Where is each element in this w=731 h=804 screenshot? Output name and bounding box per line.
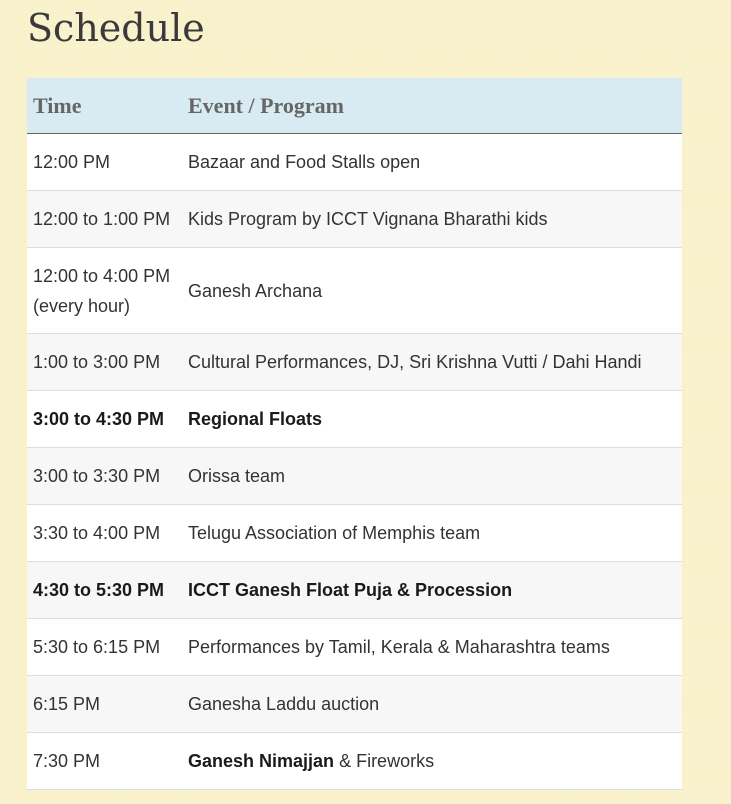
column-header-time: Time [27, 78, 182, 134]
table-row [27, 134, 682, 191]
schedule-table [27, 78, 682, 790]
table-row [27, 619, 682, 676]
time-range: 12:00 to 4:00 PM [33, 265, 171, 286]
page-title: Schedule [27, 6, 205, 50]
time-cell: 5:30 to 6:15 PM [27, 619, 182, 676]
table-row [27, 334, 682, 391]
table-row [27, 191, 682, 248]
table-row [27, 248, 682, 334]
time-cell: 3:30 to 4:00 PM [27, 505, 182, 562]
table-row [27, 448, 682, 505]
event-cell: Telugu Association of Memphis team [182, 505, 682, 562]
table-row [27, 676, 682, 733]
event-suffix: & Fireworks [334, 751, 435, 771]
time-cell: 1:00 to 3:00 PM [27, 334, 182, 391]
table-row [27, 505, 682, 562]
table-row [27, 733, 682, 790]
event-cell: Performances by Tamil, Kerala & Maharashtra teams [182, 619, 682, 676]
event-cell: Orissa team [182, 448, 682, 505]
table-row-highlight [27, 562, 682, 619]
event-cell: ICCT Ganesh Float Puja & Procession [182, 562, 682, 619]
time-cell: 12:00 PM [27, 134, 182, 191]
event-cell: Ganesh Archana [182, 248, 682, 334]
table-header [27, 78, 682, 134]
time-cell: 6:15 PM [27, 676, 182, 733]
event-cell: Kids Program by ICCT Vignana Bharathi kids [182, 191, 682, 248]
time-cell: 4:30 to 5:30 PM [27, 562, 182, 619]
header-row [27, 78, 682, 134]
table-row-highlight [27, 391, 682, 448]
event-cell: Ganesha Laddu auction [182, 676, 682, 733]
time-note: (every hour) [33, 295, 131, 316]
time-cell: 3:00 to 4:30 PM [27, 391, 182, 448]
event-cell: Regional Floats [182, 391, 682, 448]
time-cell: 3:00 to 3:30 PM [27, 448, 182, 505]
time-cell: 12:00 to 1:00 PM [27, 191, 182, 248]
event-cell: Cultural Performances, DJ, Sri Krishna Vutti / Dahi Handi [182, 334, 682, 391]
table-body [27, 134, 682, 790]
time-cell [27, 248, 182, 334]
event-cell [182, 733, 682, 790]
event-cell: Bazaar and Food Stalls open [182, 134, 682, 191]
column-header-event: Event / Program [182, 78, 682, 134]
time-cell: 7:30 PM [27, 733, 182, 790]
event-highlight: Ganesh Nimajjan [188, 751, 335, 771]
